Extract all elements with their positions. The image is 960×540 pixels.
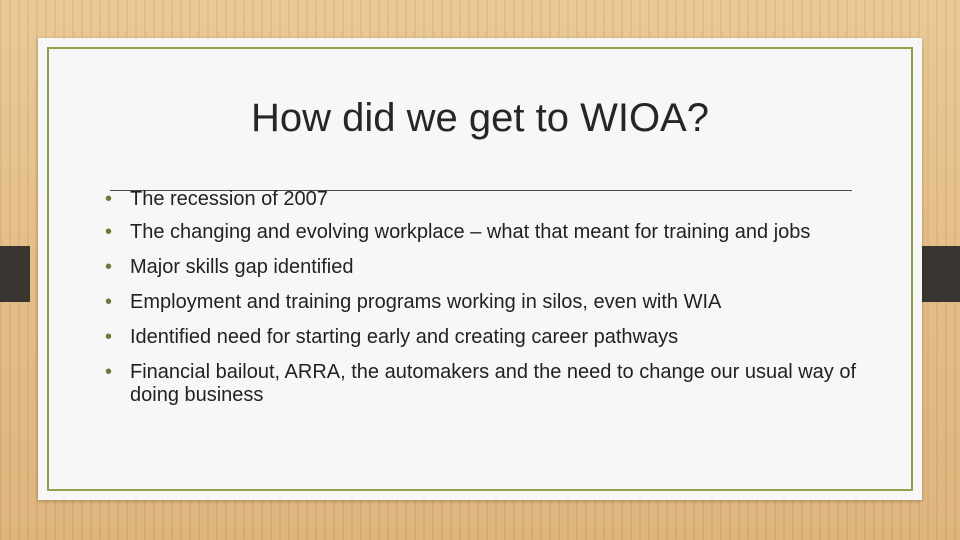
left-tab-decoration — [0, 246, 30, 302]
bullet-text: Employment and training programs working in silos, even with WIA — [130, 291, 722, 313]
bullet-icon: • — [105, 221, 113, 243]
bullet-icon: • — [105, 361, 113, 383]
slide-card — [38, 38, 922, 500]
bullet-text: Financial bailout, ARRA, the automakers and the need to change our usual way of doing business — [130, 361, 857, 406]
bullet-text: Identified need for starting early and creating career pathways — [130, 326, 679, 348]
bullet-text: The recession of 2007 — [130, 188, 328, 210]
bullet-icon: • — [105, 291, 113, 313]
bullet-text: The changing and evolving workplace – what that meant for training and jobs — [130, 221, 811, 243]
bullet-list — [105, 188, 870, 419]
bullet-icon: • — [105, 256, 113, 278]
bullet-item — [105, 256, 870, 279]
bullet-item — [105, 221, 870, 244]
bullet-text: Major skills gap identified — [130, 256, 354, 278]
bullet-item — [105, 291, 870, 314]
slide-title: How did we get to WIOA? — [251, 96, 709, 140]
bullet-icon: • — [105, 188, 113, 210]
bullet-item — [105, 326, 870, 349]
bullet-item — [105, 361, 870, 407]
bullet-item — [105, 188, 870, 211]
bullet-icon: • — [105, 326, 113, 348]
